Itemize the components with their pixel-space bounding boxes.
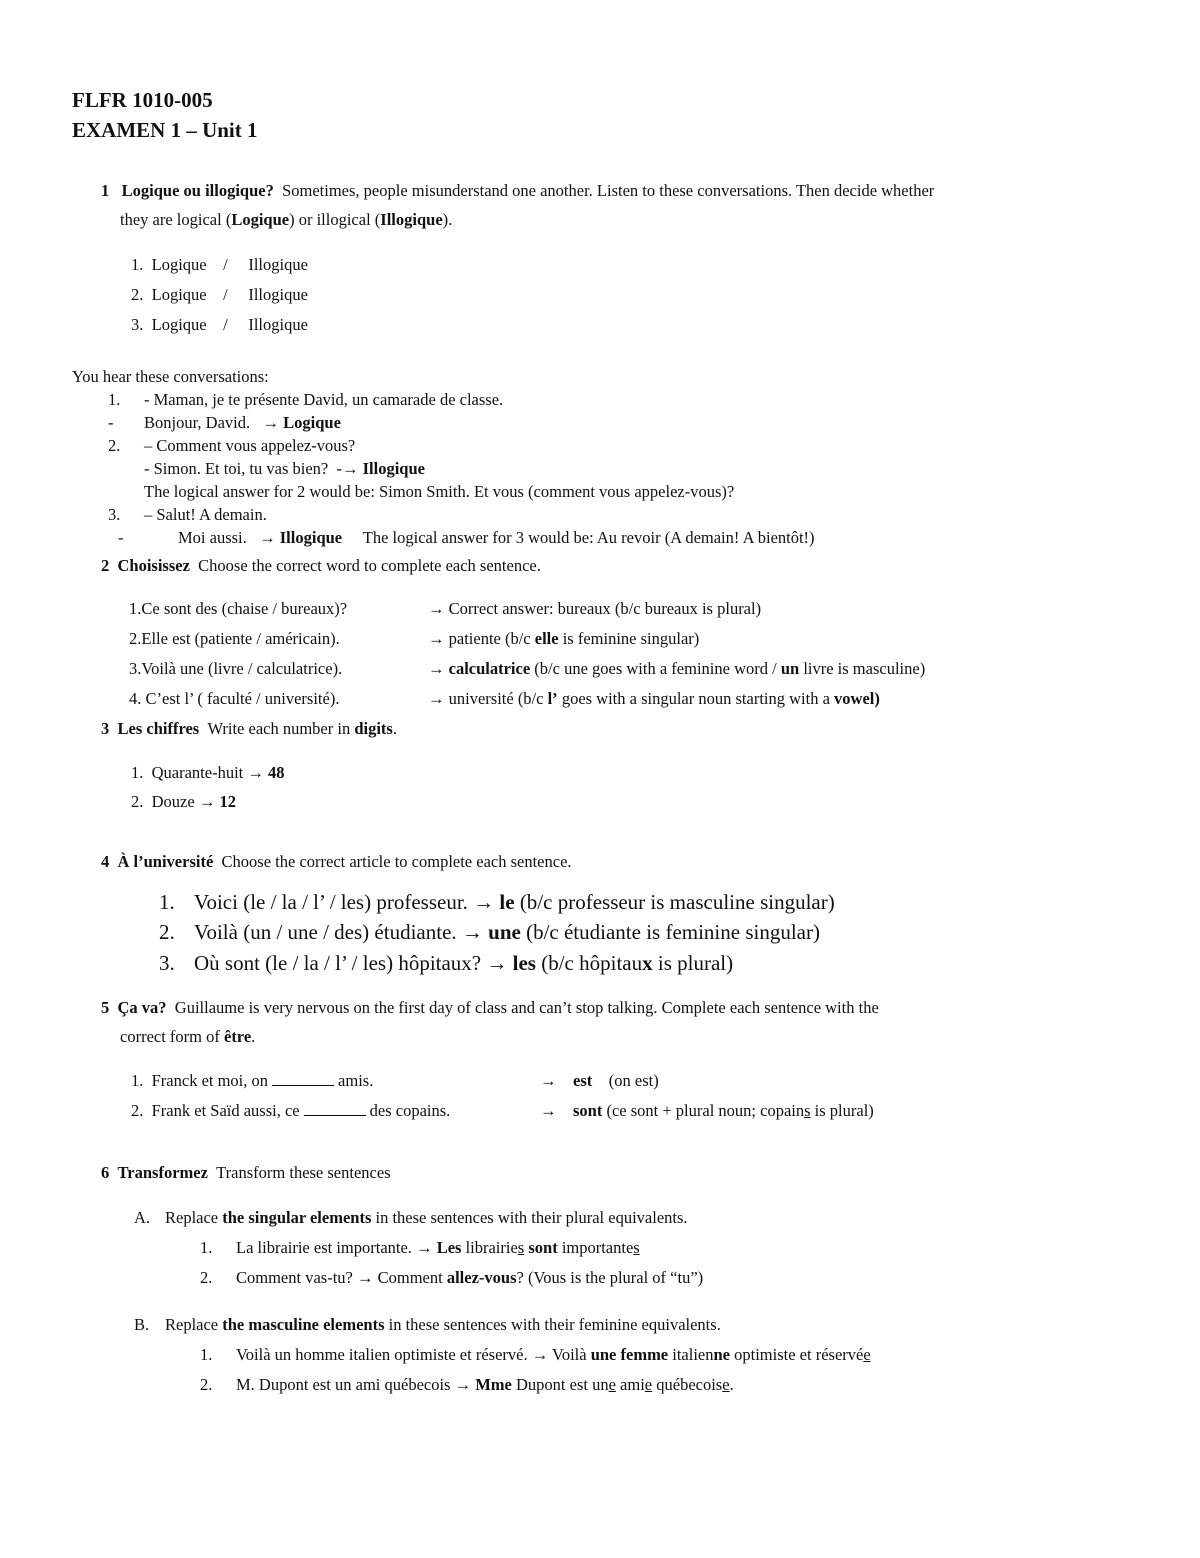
article-item: 3.	[159, 951, 175, 975]
subsection-a: A.	[134, 1208, 151, 1227]
choice-item[interactable]: 2. Logique / Illogique	[131, 285, 308, 304]
section-title: À l’université	[117, 852, 214, 871]
fill-blank-item: 1. Franck et moi, on amis.	[131, 1071, 374, 1090]
section-title: Logique ou illogique?	[121, 181, 274, 200]
conversation-line: – Comment vous appelez-vous?	[144, 436, 356, 455]
article-item: Voici (le / la / l’ / les) professeur. → le (b/c professeur is masculine singular)	[194, 890, 835, 914]
conversation-line: - Maman, je te présente David, un camarade de classe.	[144, 390, 504, 409]
conversation-line: – Salut! A demain.	[144, 505, 267, 524]
conversation-line: -	[118, 528, 124, 547]
section-5-intro-line2: correct form of être.	[120, 1027, 256, 1046]
subsection-a-instruction: Replace the singular elements in these sentences with their plural equivalents.	[165, 1208, 688, 1227]
conversation-line: - Simon. Et toi, tu vas bien? -→ Illogique	[144, 459, 425, 478]
conversation-line: The logical answer for 2 would be: Simon Smith. Et vous (comment vous appelez-vous)?	[144, 482, 735, 501]
section-title: Les chiffres	[117, 719, 200, 738]
answer-text: → est (on est)	[540, 1071, 659, 1090]
answer-text: → université (b/c l’ goes with a singular noun starting with a vowel)	[428, 689, 880, 708]
article-item: 2.	[159, 920, 175, 944]
section-title: Transformez	[117, 1163, 208, 1182]
conversation-line: -	[108, 413, 114, 432]
fill-blank-item: 2. Frank et Saïd aussi, ce des copains.	[131, 1101, 451, 1120]
section-title: Ça va?	[117, 998, 167, 1017]
question-item: 4. C’est l’ ( faculté / université).	[129, 689, 340, 708]
transform-item: Comment vas-tu? → Comment allez-vous? (Vous is the plural of “tu”)	[236, 1268, 704, 1287]
conversation-line: Bonjour, David. → Logique	[144, 413, 341, 432]
transform-item: 2.	[200, 1268, 213, 1287]
section-5-heading: 5 Ça va? Guillaume is very nervous on the first day of class and can’t stop talking. Complete each sentence with the	[101, 998, 879, 1017]
number-item: 2. Douze → 12	[131, 792, 236, 811]
section-2-heading: 2 Choisissez Choose the correct word to complete each sentence.	[101, 556, 541, 575]
question-item: 2.Elle est (patiente / américain).	[129, 629, 340, 648]
section-intro: Sometimes, people misunderstand one another. Listen to these conversations. Then decide whether	[282, 181, 935, 200]
section-3-heading: 3 Les chiffres Write each number in digits.	[101, 719, 397, 738]
conversation-line: 1.	[108, 390, 121, 409]
subsection-b: B.	[134, 1315, 150, 1334]
section-6-heading: 6 Transformez Transform these sentences	[101, 1163, 391, 1182]
conversation-line: Moi aussi. → Illogique The logical answer for 3 would be: Au revoir (A demain! A bientôt!)	[178, 528, 815, 547]
exam-title: EXAMEN 1 – Unit 1	[72, 118, 258, 142]
article-item: Où sont (le / la / l’ / les) hôpitaux? → les (b/c hôpitaux is plural)	[194, 951, 734, 975]
conversation-line: 2.	[108, 436, 121, 455]
conversation-line: 3.	[108, 505, 121, 524]
choice-item[interactable]: 3. Logique / Illogique	[131, 315, 308, 334]
section-1-heading	[101, 181, 934, 201]
section-number: 1	[101, 181, 110, 200]
section-4-heading: 4 À l’université Choose the correct article to complete each sentence.	[101, 852, 572, 871]
answer-text: → patiente (b/c elle is feminine singular)	[428, 629, 700, 648]
section-title: Choisissez	[117, 556, 190, 575]
hear-title: You hear these conversations:	[72, 367, 269, 386]
section-1-intro-line2: they are logical (Logique) or illogical (Illogique).	[120, 210, 453, 229]
answer-blank[interactable]	[304, 1101, 366, 1116]
question-item: 1.Ce sont des (chaise / bureaux)?	[129, 599, 348, 618]
choice-item[interactable]: 1. Logique / Illogique	[131, 255, 308, 274]
subsection-b-instruction: Replace the masculine elements in these sentences with their feminine equivalents.	[165, 1315, 721, 1334]
transform-item: La librairie est importante. → Les librairies sont importantes	[236, 1238, 640, 1257]
answer-text: → sont (ce sont + plural noun; copains is plural)	[540, 1101, 874, 1120]
course-code: FLFR 1010-005	[72, 88, 213, 112]
answer-text: → calculatrice (b/c une goes with a feminine word / un livre is masculine)	[428, 659, 926, 678]
article-item: 1.	[159, 890, 175, 914]
answer-blank[interactable]	[272, 1071, 334, 1086]
transform-item: 2.	[200, 1375, 213, 1394]
number-item: 1. Quarante-huit → 48	[131, 763, 285, 782]
answer-text: → Correct answer: bureaux (b/c bureaux is plural)	[428, 599, 762, 618]
transform-item: M. Dupont est un ami québecois → Mme Dupont est une amie québecoise.	[236, 1375, 734, 1394]
transform-item: 1.	[200, 1345, 213, 1364]
transform-item: 1.	[200, 1238, 213, 1257]
question-item: 3.Voilà une (livre / calculatrice).	[129, 659, 343, 678]
article-item: Voilà (un / une / des) étudiante. → une (b/c étudiante is feminine singular)	[194, 920, 820, 944]
transform-item: Voilà un homme italien optimiste et réservé. → Voilà une femme italienne optimiste et réservée	[236, 1345, 871, 1364]
